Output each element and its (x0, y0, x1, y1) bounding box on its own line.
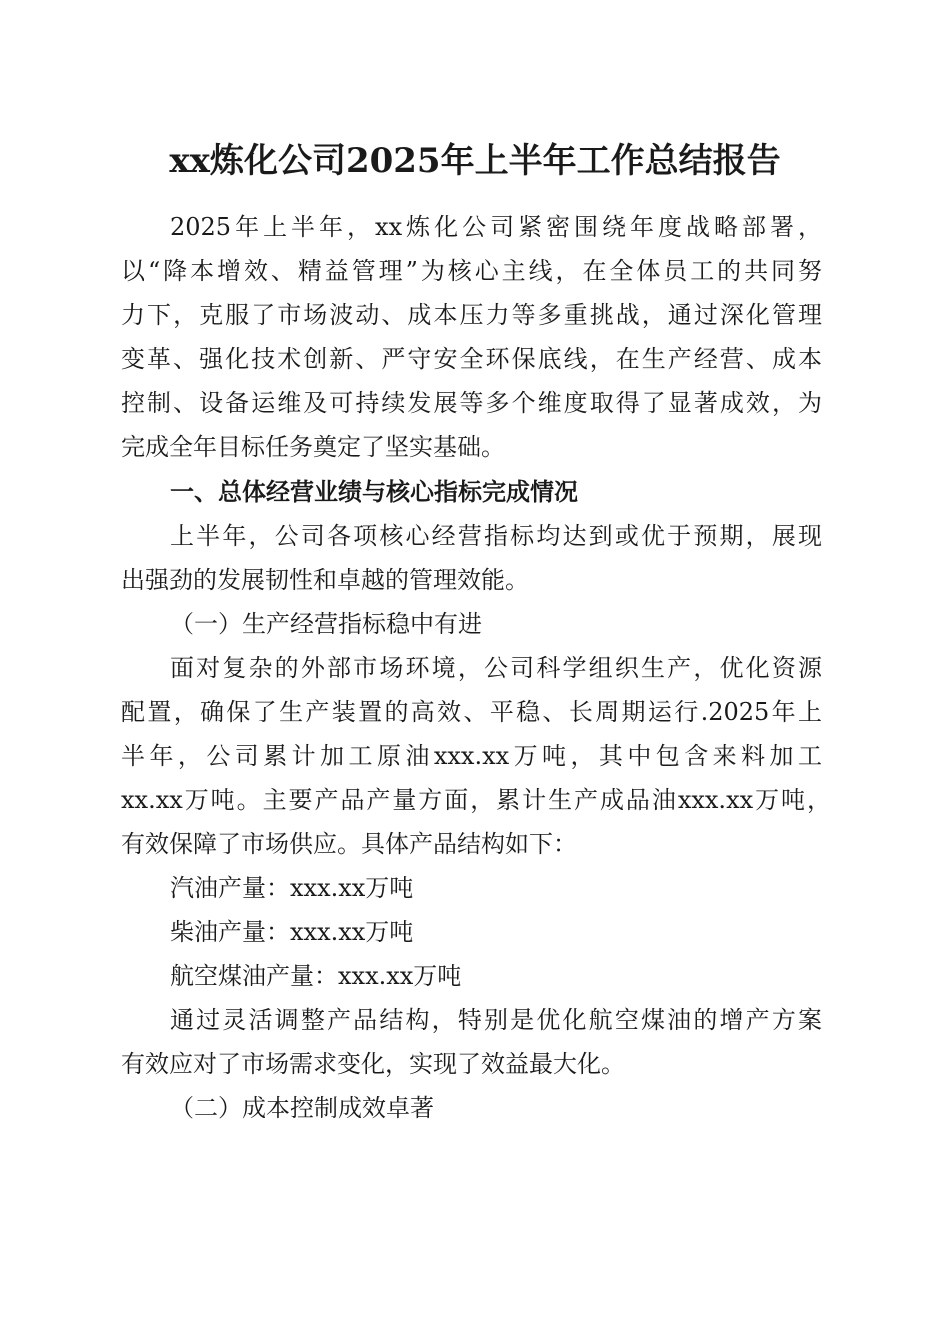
subsection1-line-1: 面对复杂的外部市场环境，公司科学组织生产，优化资源 (170, 654, 822, 682)
section1-line-2: 出强劲的发展韧性和卓越的管理效能。 (121, 566, 529, 594)
intro-line-5: 控制、设备运维及可持续发展等多个维度取得了显著成效，为 (121, 389, 822, 417)
subsection1-closing-line-2: 有效应对了市场需求变化，实现了效益最大化。 (121, 1050, 625, 1078)
product-item-gasoline: 汽油产量：xxx.xx万吨 (170, 874, 414, 902)
subsection1-line-3: 半年，公司累计加工原油xxx.xx万吨，其中包含来料加工 (121, 742, 822, 770)
intro-line-1: 2025年上半年，xx炼化公司紧密围绕年度战略部署， (170, 213, 822, 241)
section1-line-1: 上半年，公司各项核心经营指标均达到或优于预期，展现 (170, 522, 822, 550)
product-item-diesel: 柴油产量：xxx.xx万吨 (170, 918, 414, 946)
intro-line-6: 完成全年目标任务奠定了坚实基础。 (121, 433, 505, 461)
intro-line-4: 变革、强化技术创新、严守安全环保底线，在生产经营、成本 (121, 345, 822, 373)
page-title: xx炼化公司2025年上半年工作总结报告 (169, 141, 781, 181)
product-item-jet-fuel: 航空煤油产量：xxx.xx万吨 (170, 962, 462, 990)
subsection1-heading: （一）生产经营指标稳中有进 (170, 610, 482, 638)
intro-line-2: 以“降本增效、精益管理”为核心主线，在全体员工的共同努 (121, 257, 822, 285)
subsection1-line-2: 配置，确保了生产装置的高效、平稳、长周期运行.2025年上 (121, 698, 822, 726)
subsection1-line-4: xx.xx万吨。主要产品产量方面，累计生产成品油xxx.xx万吨， (121, 786, 831, 814)
subsection1-closing-line-1: 通过灵活调整产品结构，特别是优化航空煤油的增产方案 (170, 1006, 822, 1034)
subsection1-line-5: 有效保障了市场供应。具体产品结构如下： (121, 830, 577, 858)
section1-heading: 一、总体经营业绩与核心指标完成情况 (170, 477, 578, 506)
subsection2-heading: （二）成本控制成效卓著 (170, 1094, 434, 1122)
intro-line-3: 力下，克服了市场波动、成本压力等多重挑战，通过深化管理 (121, 301, 822, 329)
